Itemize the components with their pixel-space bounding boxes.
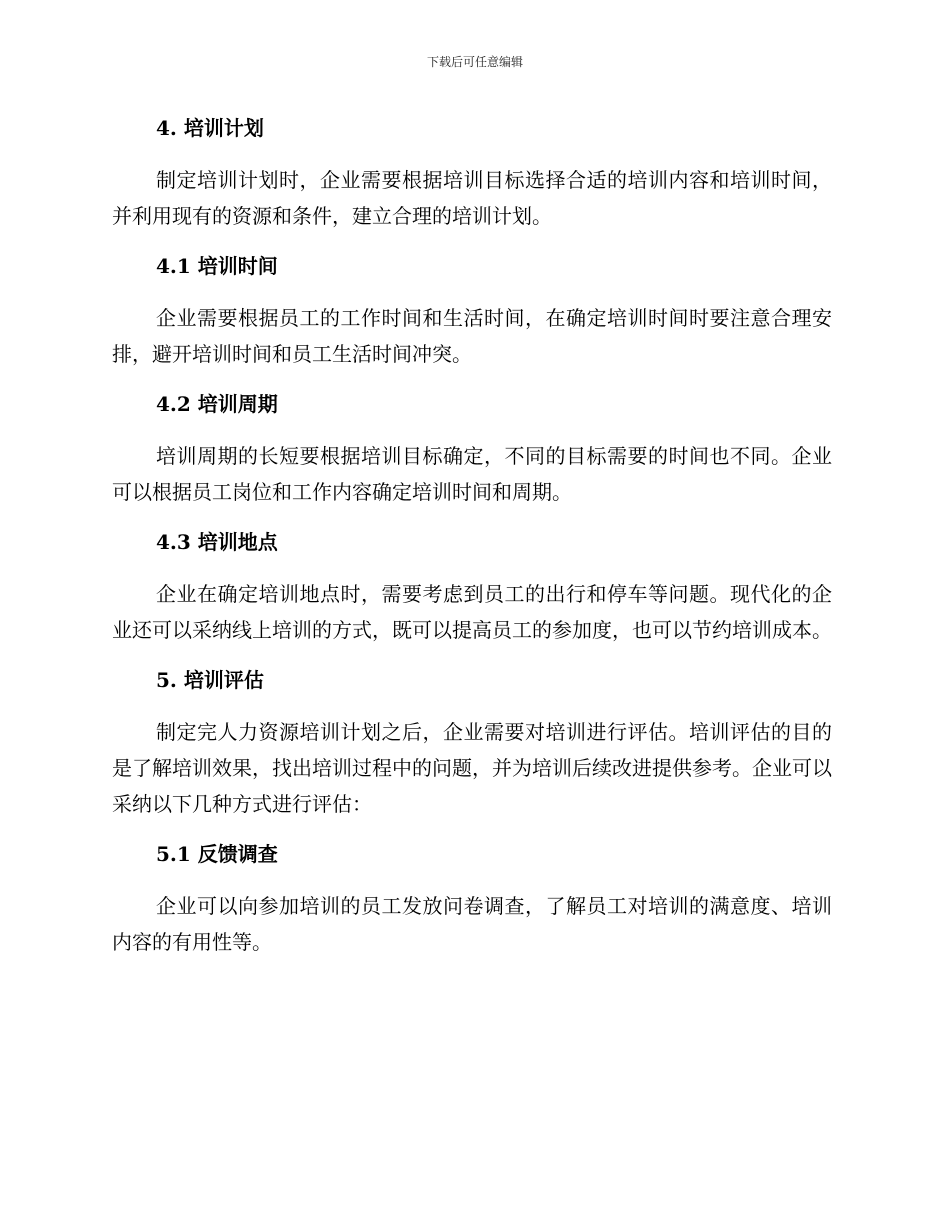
- section-heading-5-1: 5.1 反馈调查: [156, 842, 278, 866]
- section-heading-4-1: 4.1 培训时间: [156, 254, 278, 278]
- document-body: [112, 108, 832, 960]
- section-paragraph-4: 制定培训计划时，企业需要根据培训目标选择合适的培训内容和培训时间，并利用现有的资源和条件，建立合理的培训计划。: [112, 168, 832, 228]
- section-paragraph-5: 制定完人力资源培训计划之后，企业需要对培训进行评估。培训评估的目的是了解培训效果，找出培训过程中的问题，并为培训后续改进提供参考。企业可以采纳以下几种方式进行评估：: [112, 720, 832, 816]
- section-heading-4: 4. 培训计划: [156, 116, 264, 140]
- section-paragraph-4-3: 企业在确定培训地点时，需要考虑到员工的出行和停车等问题。现代化的企业还可以采纳线上培训的方式，既可以提高员工的参加度，也可以节约培训成本。: [112, 582, 832, 642]
- section-paragraph-4-2: 培训周期的长短要根据培训目标确定，不同的目标需要的时间也不同。企业可以根据员工岗位和工作内容确定培训时间和周期。: [112, 444, 832, 504]
- section-heading-5: 5. 培训评估: [156, 668, 264, 692]
- section-paragraph-4-1: 企业需要根据员工的工作时间和生活时间，在确定培训时间时要注意合理安排，避开培训时间和员工生活时间冲突。: [112, 306, 832, 366]
- section-heading-4-3: 4.3 培训地点: [156, 530, 278, 554]
- page-header-note: 下载后可任意编辑: [426, 55, 523, 69]
- section-heading-4-2: 4.2 培训周期: [156, 392, 278, 416]
- section-paragraph-5-1: 企业可以向参加培训的员工发放问卷调查，了解员工对培训的满意度、培训内容的有用性等。: [112, 894, 832, 954]
